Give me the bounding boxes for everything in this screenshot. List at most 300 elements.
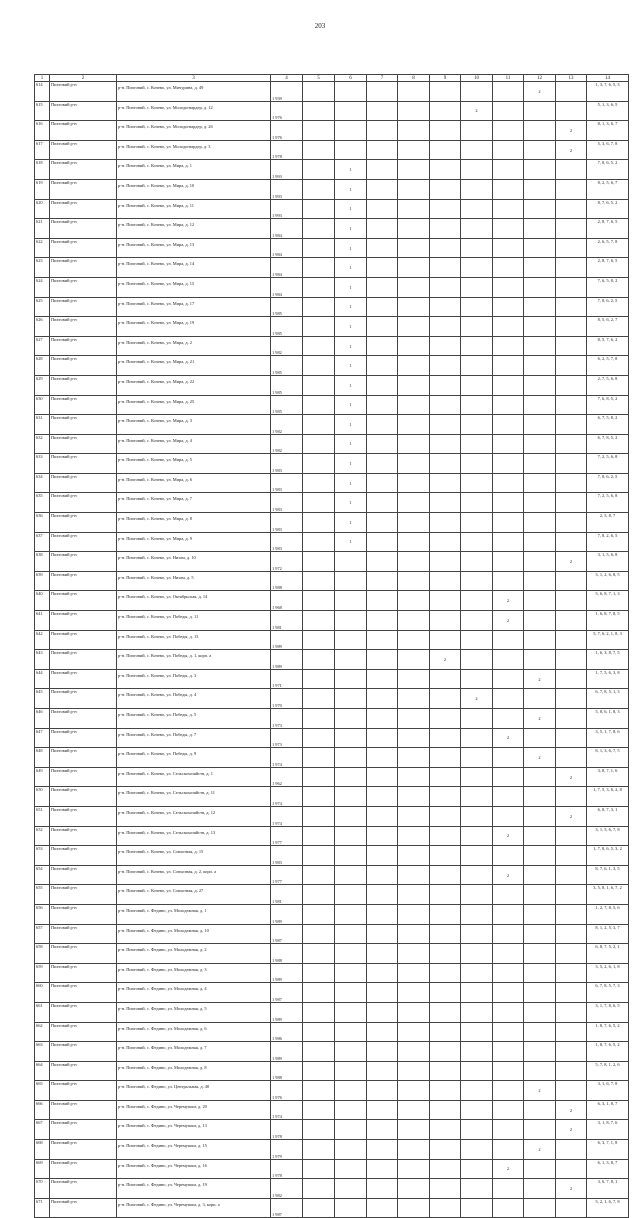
address-cell: р-н. Пихтовий, с. Кочево, ул. Молодогвардер, д. 12	[117, 101, 271, 121]
col5-cell	[303, 1198, 335, 1218]
col9-cell	[430, 473, 461, 493]
col12-cell	[524, 1042, 556, 1062]
district-cell: Пихтовий р-н	[50, 258, 117, 278]
table-row	[35, 571, 629, 591]
row-number-cell: 635	[35, 493, 50, 513]
district-cell: Пихтовий р-н	[50, 826, 117, 846]
col8-cell	[398, 160, 430, 180]
col11-cell	[493, 650, 524, 670]
col12-cell	[524, 806, 556, 826]
col12-cell	[524, 1061, 556, 1081]
col14-cell: 8, 5, 7, 6, 2	[587, 336, 629, 356]
col11-cell	[493, 924, 524, 944]
col5-cell	[303, 709, 335, 729]
col5-cell	[303, 1002, 335, 1022]
address-cell: р-н. Пихтовий, с. Кочево, ул. Мира, д. 25	[117, 395, 271, 415]
table-row	[35, 160, 629, 180]
col13-cell: 2	[556, 1100, 587, 1120]
col9-cell	[430, 689, 461, 709]
address-cell: р-н. Пихтовий, с. Кочево, ул. Совхозная, д. 2, корп. а	[117, 865, 271, 885]
col8-cell	[398, 493, 430, 513]
year-cell: 1 977	[271, 865, 303, 885]
year-cell: 1 989	[271, 1002, 303, 1022]
year-cell: 1 939	[271, 82, 303, 102]
col7-cell	[367, 826, 398, 846]
col5-cell	[303, 336, 335, 356]
col11-cell	[493, 532, 524, 552]
col8-cell	[398, 297, 430, 317]
year-cell: 1 985	[271, 356, 303, 376]
row-number-cell: 663	[35, 1042, 50, 1062]
col11-cell	[493, 336, 524, 356]
address-cell: р-н. Пихтовий, с. Федино, ул. Центральная, д. 40	[117, 1081, 271, 1101]
table-row	[35, 748, 629, 768]
district-cell: Пихтовий р-н	[50, 121, 117, 141]
col13-cell	[556, 532, 587, 552]
col5-cell	[303, 1140, 335, 1160]
col9-cell	[430, 826, 461, 846]
col6-cell	[335, 101, 367, 121]
col10-cell	[461, 669, 493, 689]
col10-cell	[461, 121, 493, 141]
col5-cell	[303, 571, 335, 591]
col8-cell	[398, 846, 430, 866]
col6-cell	[335, 1081, 367, 1101]
row-number-cell: 628	[35, 356, 50, 376]
col13-cell	[556, 513, 587, 533]
row-number-cell: 620	[35, 199, 50, 219]
table-row	[35, 1061, 629, 1081]
col6-cell	[335, 924, 367, 944]
col11-cell	[493, 140, 524, 160]
col8-cell	[398, 375, 430, 395]
address-cell: р-н. Пихтовий, с. Кочево, ул. Мира, д. 2	[117, 336, 271, 356]
year-cell: 1 983	[271, 532, 303, 552]
header-cell: 5	[303, 75, 335, 82]
col5-cell	[303, 806, 335, 826]
col12-cell	[524, 1198, 556, 1218]
header-cell: 2	[50, 75, 117, 82]
address-cell: р-н. Пихтовий, с. Кочево, ул. Мичурина, д. 49	[117, 82, 271, 102]
district-cell: Пихтовий р-н	[50, 160, 117, 180]
col7-cell	[367, 336, 398, 356]
col10-cell	[461, 983, 493, 1003]
col10-cell	[461, 865, 493, 885]
district-cell: Пихтовий р-н	[50, 1100, 117, 1120]
col13-cell	[556, 1002, 587, 1022]
col7-cell	[367, 434, 398, 454]
address-cell: р-н. Пихтовий, с. Кочево, ул. Мира, д. 21	[117, 356, 271, 376]
col11-cell	[493, 1061, 524, 1081]
table-row	[35, 552, 629, 572]
col7-cell	[367, 1100, 398, 1120]
year-cell: 1 982	[271, 434, 303, 454]
col5-cell	[303, 160, 335, 180]
col6-cell	[335, 650, 367, 670]
row-number-cell: 623	[35, 258, 50, 278]
col7-cell	[367, 317, 398, 337]
col14-cell: 8, 1, 3, 6, 7	[587, 121, 629, 141]
col11-cell	[493, 787, 524, 807]
col8-cell	[398, 258, 430, 278]
col14-cell: 8, 2, 5, 6, 7	[587, 179, 629, 199]
address-cell: р-н. Пихтовий, с. Кочево, ул. Мира, д. 15	[117, 277, 271, 297]
table-row	[35, 434, 629, 454]
district-cell: Пихтовий р-н	[50, 415, 117, 435]
address-cell: р-н. Пихтовий, с. Кочево, ул. Победы, д. 13	[117, 630, 271, 650]
col10-cell	[461, 140, 493, 160]
address-cell: р-н. Пихтовий, с. Федино, ул. Молодежная, д. 8	[117, 1061, 271, 1081]
district-cell: Пихтовий р-н	[50, 709, 117, 729]
col10-cell	[461, 826, 493, 846]
year-cell: 1 993	[271, 179, 303, 199]
col10-cell	[461, 434, 493, 454]
table-row	[35, 179, 629, 199]
table-row	[35, 611, 629, 631]
col13-cell	[556, 101, 587, 121]
row-number-cell: 639	[35, 571, 50, 591]
col14-cell: 1, 8, 7, 6, 5, 2	[587, 1022, 629, 1042]
table-row	[35, 473, 629, 493]
address-cell: р-н. Пихтовий, с. Кочево, ул. Победы, д. 9	[117, 748, 271, 768]
col12-cell	[524, 787, 556, 807]
district-cell: Пихтовий р-н	[50, 238, 117, 258]
col5-cell	[303, 1081, 335, 1101]
col14-cell: 7, 6, 5, 8, 2	[587, 277, 629, 297]
row-number-cell: 666	[35, 1100, 50, 1120]
col5-cell	[303, 277, 335, 297]
col11-cell	[493, 258, 524, 278]
col14-cell: 6, 7, 8, 5, 7, 3	[587, 983, 629, 1003]
col14-cell: 6, 7, 8, 5, 2	[587, 434, 629, 454]
col5-cell	[303, 865, 335, 885]
col11-cell	[493, 806, 524, 826]
row-number-cell: 636	[35, 513, 50, 533]
col14-cell: 3, 1, 2, 6, 8, 5	[587, 571, 629, 591]
address-cell: р-н. Пихтовий, с. Кочево, ул. Октябрьская, д. 14	[117, 591, 271, 611]
table-row	[35, 395, 629, 415]
col8-cell	[398, 865, 430, 885]
col5-cell	[303, 140, 335, 160]
district-cell: Пихтовий р-н	[50, 1042, 117, 1062]
col7-cell	[367, 650, 398, 670]
col8-cell	[398, 1002, 430, 1022]
col8-cell	[398, 826, 430, 846]
col9-cell	[430, 415, 461, 435]
year-cell: 1 981	[271, 885, 303, 905]
col7-cell	[367, 375, 398, 395]
year-cell: 1 976	[271, 1081, 303, 1101]
col5-cell	[303, 591, 335, 611]
col11-cell	[493, 513, 524, 533]
col12-cell	[524, 140, 556, 160]
col5-cell	[303, 669, 335, 689]
address-cell: р-н. Пихтовий, с. Федино, ул. Черемушки, д. 16	[117, 1159, 271, 1179]
col8-cell	[398, 924, 430, 944]
col10-cell	[461, 415, 493, 435]
col6-cell: 1	[335, 238, 367, 258]
address-cell: р-н. Пихтовий, с. Кочево, ул. Сельскохозяйств, д. 13	[117, 826, 271, 846]
col6-cell: 1	[335, 395, 367, 415]
col9-cell	[430, 1002, 461, 1022]
col6-cell	[335, 963, 367, 983]
col12-cell	[524, 277, 556, 297]
col9-cell	[430, 356, 461, 376]
col5-cell	[303, 101, 335, 121]
col8-cell	[398, 356, 430, 376]
col12-cell	[524, 473, 556, 493]
col11-cell	[493, 434, 524, 454]
year-cell: 1 974	[271, 1100, 303, 1120]
col9-cell	[430, 375, 461, 395]
col9-cell	[430, 434, 461, 454]
col13-cell	[556, 591, 587, 611]
col10-cell	[461, 630, 493, 650]
col9-cell	[430, 1100, 461, 1120]
col13-cell: 2	[556, 552, 587, 572]
table-row	[35, 846, 629, 866]
col14-cell: 8, 7, 6, 1, 3, 5	[587, 865, 629, 885]
table-row	[35, 806, 629, 826]
col14-cell: 7, 2, 5, 6, 8	[587, 454, 629, 474]
header-cell: 3	[117, 75, 271, 82]
col9-cell	[430, 885, 461, 905]
col13-cell: 2	[556, 1120, 587, 1140]
col8-cell	[398, 101, 430, 121]
year-cell: 1 968	[271, 591, 303, 611]
row-number-cell: 630	[35, 395, 50, 415]
col5-cell	[303, 513, 335, 533]
col14-cell: 1, 3, 7, 6, 5, 3	[587, 82, 629, 102]
row-number-cell: 619	[35, 179, 50, 199]
col7-cell	[367, 689, 398, 709]
col13-cell: 2	[556, 121, 587, 141]
col9-cell	[430, 160, 461, 180]
table-row	[35, 591, 629, 611]
col9-cell	[430, 179, 461, 199]
col13-cell	[556, 82, 587, 102]
col8-cell	[398, 513, 430, 533]
col9-cell	[430, 865, 461, 885]
address-cell: р-н. Пихтовий, с. Кочево, ул. Мира, д. 19	[117, 317, 271, 337]
col7-cell	[367, 473, 398, 493]
district-cell: Пихтовий р-н	[50, 356, 117, 376]
col6-cell: 1	[335, 434, 367, 454]
col12-cell	[524, 767, 556, 787]
year-cell: 1 973	[271, 728, 303, 748]
col8-cell	[398, 532, 430, 552]
col9-cell	[430, 121, 461, 141]
header-cell: 7	[367, 75, 398, 82]
col12-cell: 2	[524, 1081, 556, 1101]
col13-cell	[556, 395, 587, 415]
col5-cell	[303, 317, 335, 337]
row-number-cell: 627	[35, 336, 50, 356]
col6-cell: 1	[335, 258, 367, 278]
col13-cell	[556, 356, 587, 376]
table-row	[35, 826, 629, 846]
col8-cell	[398, 591, 430, 611]
district-cell: Пихтовий р-н	[50, 748, 117, 768]
col8-cell	[398, 317, 430, 337]
col11-cell	[493, 199, 524, 219]
year-cell: 1 985	[271, 395, 303, 415]
col8-cell	[398, 944, 430, 964]
year-cell: 1 983	[271, 454, 303, 474]
district-cell: Пихтовий р-н	[50, 865, 117, 885]
col11-cell	[493, 219, 524, 239]
col8-cell	[398, 454, 430, 474]
address-cell: р-н. Пихтовий, с. Кочево, ул. Мира, д. 8	[117, 513, 271, 533]
district-cell: Пихтовий р-н	[50, 591, 117, 611]
col7-cell	[367, 944, 398, 964]
col11-cell	[493, 983, 524, 1003]
col14-cell: 1, 6, 8, 7, 8, 5	[587, 611, 629, 631]
col14-cell: 8, 1, 3, 6, 7, 5	[587, 748, 629, 768]
year-cell: 1 988	[271, 1061, 303, 1081]
col10-cell	[461, 1140, 493, 1160]
col12-cell	[524, 689, 556, 709]
col14-cell: 7, 8, 6, 2, 5	[587, 473, 629, 493]
table-row	[35, 1140, 629, 1160]
col8-cell	[398, 983, 430, 1003]
col5-cell	[303, 885, 335, 905]
col13-cell	[556, 689, 587, 709]
table-row	[35, 317, 629, 337]
col10-cell	[461, 454, 493, 474]
col5-cell	[303, 630, 335, 650]
col7-cell	[367, 1002, 398, 1022]
col8-cell	[398, 885, 430, 905]
year-cell: 1 974	[271, 748, 303, 768]
year-cell: 1 989	[271, 630, 303, 650]
col9-cell	[430, 532, 461, 552]
district-cell: Пихтовий р-н	[50, 199, 117, 219]
row-number-cell: 662	[35, 1022, 50, 1042]
address-cell: р-н. Пихтовий, с. Кочево, ул. Победы, д. 3	[117, 669, 271, 689]
col6-cell	[335, 1022, 367, 1042]
col5-cell	[303, 1022, 335, 1042]
table-row	[35, 238, 629, 258]
col11-cell	[493, 944, 524, 964]
col11-cell	[493, 395, 524, 415]
col12-cell	[524, 513, 556, 533]
col12-cell	[524, 591, 556, 611]
row-number-cell: 631	[35, 415, 50, 435]
col5-cell	[303, 944, 335, 964]
col9-cell	[430, 591, 461, 611]
address-cell: р-н. Пихтовий, с. Кочево, ул. Сельскохозяйств, д. 11	[117, 787, 271, 807]
col12-cell	[524, 356, 556, 376]
table-row	[35, 375, 629, 395]
col8-cell	[398, 199, 430, 219]
table-row	[35, 865, 629, 885]
col13-cell	[556, 846, 587, 866]
table-body	[35, 75, 629, 1218]
col11-cell	[493, 1120, 524, 1140]
col8-cell	[398, 1198, 430, 1218]
district-cell: Пихтовий р-н	[50, 317, 117, 337]
col13-cell	[556, 630, 587, 650]
col9-cell: 2	[430, 650, 461, 670]
col10-cell	[461, 650, 493, 670]
district-cell: Пихтовий р-н	[50, 630, 117, 650]
row-number-cell: 645	[35, 689, 50, 709]
col10-cell	[461, 238, 493, 258]
col7-cell	[367, 1022, 398, 1042]
address-cell: р-н. Пихтовий, с. Кочево, ул. Мира, д. 7	[117, 493, 271, 513]
col14-cell: 2, 7, 5, 6, 8	[587, 375, 629, 395]
col5-cell	[303, 199, 335, 219]
district-cell: Пихтовий р-н	[50, 669, 117, 689]
col7-cell	[367, 179, 398, 199]
col6-cell	[335, 865, 367, 885]
header-cell: 13	[556, 75, 587, 82]
col9-cell	[430, 630, 461, 650]
col12-cell	[524, 121, 556, 141]
col9-cell	[430, 493, 461, 513]
col13-cell	[556, 493, 587, 513]
col6-cell: 1	[335, 454, 367, 474]
col14-cell: 1, 8, 7, 6, 5, 2	[587, 1042, 629, 1062]
year-cell: 1 989	[271, 963, 303, 983]
year-cell: 1 989	[271, 904, 303, 924]
col6-cell: 1	[335, 473, 367, 493]
year-cell: 1 977	[271, 826, 303, 846]
table-row	[35, 650, 629, 670]
col12-cell	[524, 1022, 556, 1042]
col13-cell	[556, 199, 587, 219]
col7-cell	[367, 238, 398, 258]
col6-cell: 1	[335, 493, 367, 513]
col14-cell: 3, 5, 2, 6, 1, 8	[587, 963, 629, 983]
col14-cell: 6, 3, 1, 8, 7	[587, 1100, 629, 1120]
col8-cell	[398, 82, 430, 102]
buildings-table	[34, 74, 629, 1218]
district-cell: Пихтовий р-н	[50, 552, 117, 572]
col7-cell	[367, 1140, 398, 1160]
row-number-cell: 656	[35, 904, 50, 924]
header-cell: 4	[271, 75, 303, 82]
district-cell: Пихтовий р-н	[50, 473, 117, 493]
col10-cell	[461, 885, 493, 905]
col13-cell	[556, 611, 587, 631]
col10-cell	[461, 748, 493, 768]
col14-cell: 7, 2, 5, 6, 8	[587, 493, 629, 513]
col9-cell	[430, 846, 461, 866]
col6-cell	[335, 1100, 367, 1120]
col5-cell	[303, 1042, 335, 1062]
row-number-cell: 650	[35, 787, 50, 807]
col5-cell	[303, 904, 335, 924]
col10-cell	[461, 1179, 493, 1199]
table-row	[35, 415, 629, 435]
col11-cell	[493, 1022, 524, 1042]
header-cell: 6	[335, 75, 367, 82]
row-number-cell: 655	[35, 885, 50, 905]
col10-cell	[461, 924, 493, 944]
district-cell: Пихтовий р-н	[50, 787, 117, 807]
address-cell: р-н. Пихтовий, с. Кочево, ул. Мира, д. 3	[117, 415, 271, 435]
year-cell: 1 983	[271, 513, 303, 533]
col14-cell: 5, 1, 3, 6, 5	[587, 101, 629, 121]
col5-cell	[303, 297, 335, 317]
col11-cell	[493, 904, 524, 924]
col6-cell	[335, 611, 367, 631]
table-row	[35, 336, 629, 356]
col8-cell	[398, 787, 430, 807]
col8-cell	[398, 434, 430, 454]
